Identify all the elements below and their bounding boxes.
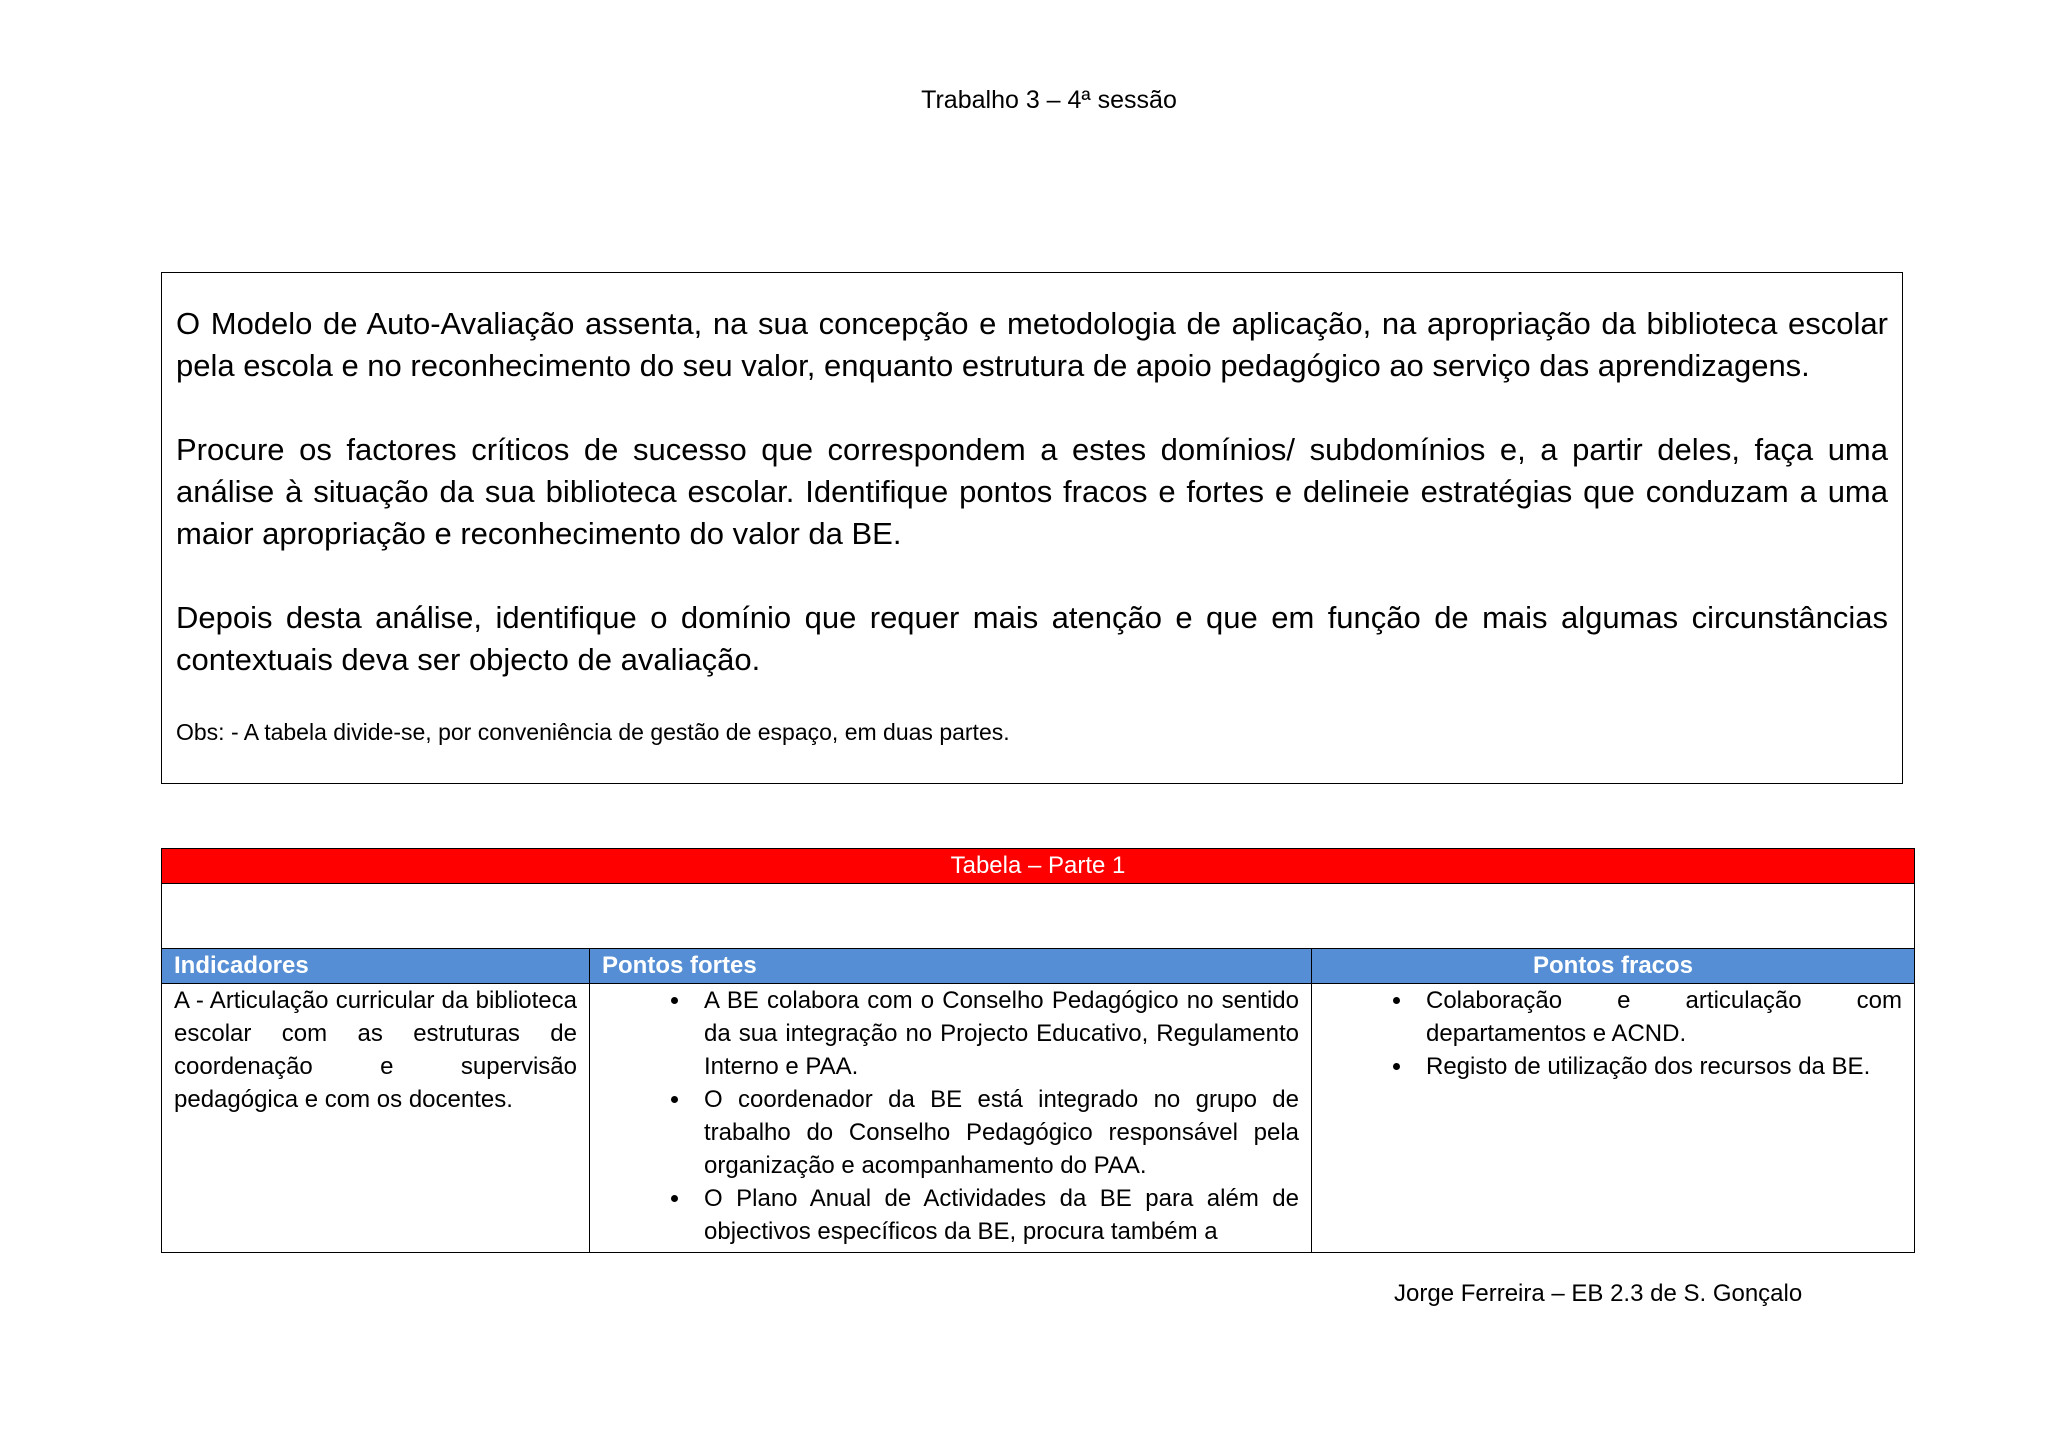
indicator-text: A - Articulação curricular da biblioteca escolar com as estruturas de coordenação e supervisão pedagógica e com os docentes. bbox=[174, 987, 577, 1113]
strength-item: • A BE colabora com o Conselho Pedagógico no sentido da sua integração no Projecto Educativo, Regulamento Interno e PAA. bbox=[692, 984, 1299, 1083]
instructions-paragraph-3: Depois desta análise, identifique o domínio que requer mais atenção e que em função de mais algumas circunstâncias contextuais deva ser objecto de avaliação. bbox=[176, 600, 1888, 677]
instructions-box bbox=[161, 272, 1903, 784]
instructions-paragraph-2: Procure os factores críticos de sucesso que correspondem a estes domínios/ subdomínios e, a partir deles, faça uma análise à situação da sua biblioteca escolar. Identifique pontos fracos e fortes e delineie estratégias que conduzam a uma maior apropriação e reconhecimento do valor da BE. bbox=[176, 432, 1888, 551]
strength-item: • O Plano Anual de Actividades da BE para além de objectivos específicos da BE, procura também a bbox=[692, 1182, 1299, 1248]
instructions-obs-note: Obs: - A tabela divide-se, por conveniência de gestão de espaço, em duas partes. bbox=[176, 719, 1010, 745]
table-header-row bbox=[162, 949, 1915, 984]
weakness-item: • Colaboração e articulação com departamentos e ACND. bbox=[1414, 984, 1902, 1050]
instructions-paragraph-1: O Modelo de Auto-Avaliação assenta, na sua concepção e metodologia de aplicação, na apropriação da biblioteca escolar pela escola e no reconhecimento do seu valor, enquanto estrutura de apoio pedagógico ao serviço das aprendizagens. bbox=[176, 306, 1888, 383]
evaluation-table bbox=[161, 848, 1915, 1253]
table-row bbox=[162, 984, 1915, 1253]
evaluation-table-container bbox=[161, 848, 1914, 1253]
weaknesses-cell bbox=[1312, 984, 1915, 1253]
column-header-pontos-fracos: Pontos fracos bbox=[1312, 949, 1915, 984]
strength-item: • O coordenador da BE está integrado no grupo de trabalho do Conselho Pedagógico responsável pela organização e acompanhamento do PAA. bbox=[692, 1083, 1299, 1182]
page-header-title: Trabalho 3 – 4ª sessão bbox=[921, 86, 1177, 114]
table-title: Tabela – Parte 1 bbox=[162, 849, 1915, 884]
strengths-cell bbox=[590, 984, 1312, 1253]
table-blank-cell bbox=[162, 884, 1915, 949]
column-header-indicadores: Indicadores bbox=[162, 949, 590, 984]
table-title-row bbox=[162, 849, 1915, 884]
weaknesses-list bbox=[1324, 984, 1902, 1083]
table-blank-row bbox=[162, 884, 1915, 949]
column-header-pontos-fortes: Pontos fortes bbox=[590, 949, 1312, 984]
page-footer-author: Jorge Ferreira – EB 2.3 de S. Gonçalo bbox=[1394, 1280, 1803, 1307]
strengths-list bbox=[602, 984, 1299, 1248]
weakness-item: • Registo de utilização dos recursos da BE. bbox=[1414, 1050, 1902, 1083]
indicator-cell bbox=[162, 984, 590, 1253]
